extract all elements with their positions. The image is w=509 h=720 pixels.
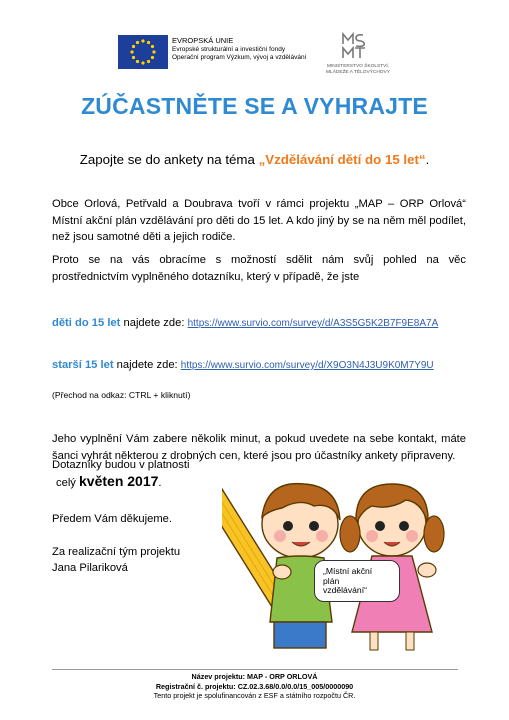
footer-divider <box>52 669 458 670</box>
survey-kids-text: najdete zde: <box>120 317 188 329</box>
footer-registration: Registrační č. projektu: CZ.02.3.68/0.0/0.0/15_005/0000090 <box>155 681 354 691</box>
msmt-line-1: MINISTERSTVO ŠKOLSTVÍ, <box>326 64 390 69</box>
subtitle-highlight: „Vzdělávání dětí do 15 let“ <box>258 152 426 167</box>
survey-older-link[interactable]: https://www.survio.com/survey/d/X9O3N4J3U9K0M7Y9U <box>180 360 434 371</box>
bubble-line-1: „Místní akční <box>323 566 373 576</box>
month-text: květen 2017 <box>79 473 159 489</box>
link-hint: (Přechod na odkaz: CTRL + kliknutí) <box>52 390 191 400</box>
survey-kids-link[interactable]: https://www.survio.com/survey/d/A3S5G5K2B7F9E8A7A <box>187 318 439 329</box>
request-paragraph: Proto se na vás obracíme s možností sdělit nám svůj pohled na věc prostřednictvím vyplněného dotazníku, který v případě, že jste <box>52 254 466 283</box>
team-line: Za realizační tým projektu <box>52 546 181 558</box>
survey-older-text: najdete zde: <box>113 359 181 371</box>
fill-info-paragraph: Jeho vyplnění Vám zabere několik minut, a pokud uvedete na sebe kontakt, máte šanci vyhrát některou z drobných cen, které jsou pro účastníky ankety připraveny. <box>52 433 466 462</box>
intro-paragraph: Obce Orlová, Petřvald a Doubrava tvoří v rámci projektu „MAP – ORP Orlová“ Místní akční plán vzdělávání pro děti do 15 let. A kdo jiný by se na něm měl podílet, než jsou samotné děti a jejich rodiče. <box>52 198 466 244</box>
msmt-text <box>318 64 398 75</box>
subtitle-suffix: . <box>425 152 430 167</box>
msmt-line-2: MLÁDEŽE A TĚLOVÝCHOVY <box>326 69 390 75</box>
survey-older-line <box>52 357 466 375</box>
eu-line-1: EVROPSKÁ UNIE <box>172 36 234 45</box>
month-suffix: . <box>158 477 162 489</box>
footer-project-name: Název projektu: MAP - ORP ORLOVÁ <box>191 672 318 681</box>
bubble-line-3: vzdělávání“ <box>323 585 367 596</box>
msmt-logo <box>341 32 367 60</box>
footer-funding: Tento projekt je spolufinancován z ESF a státního rozpočtu ČR. <box>153 691 356 701</box>
footer <box>0 672 509 701</box>
bubble-line-2: plán <box>323 575 340 586</box>
whole-text: celý <box>56 477 80 489</box>
survey-older-label: starší 15 let <box>52 359 114 371</box>
survey-kids-label: děti do 15 let <box>52 317 121 329</box>
eu-funding-text <box>172 37 306 63</box>
subtitle-prefix: Zapojte se do ankety na téma <box>79 152 259 167</box>
subtitle <box>0 152 509 167</box>
eu-line-3: Operační program Výzkum, vývoj a vzdělávání <box>172 54 307 62</box>
validity-text: Dotazníky budou v platnosti <box>52 459 190 471</box>
survey-kids-line <box>52 315 466 333</box>
eu-flag-logo <box>118 35 168 69</box>
eu-line-2: Evropské strukturální a investiční fondy <box>172 45 286 53</box>
page-title: ZÚČASTNĚTE SE A VYHRAJTE <box>81 93 428 119</box>
thanks-text: Předem Vám děkujeme. <box>52 513 173 525</box>
team-name: Jana Pilariková <box>52 562 128 574</box>
speech-bubble <box>314 560 400 602</box>
